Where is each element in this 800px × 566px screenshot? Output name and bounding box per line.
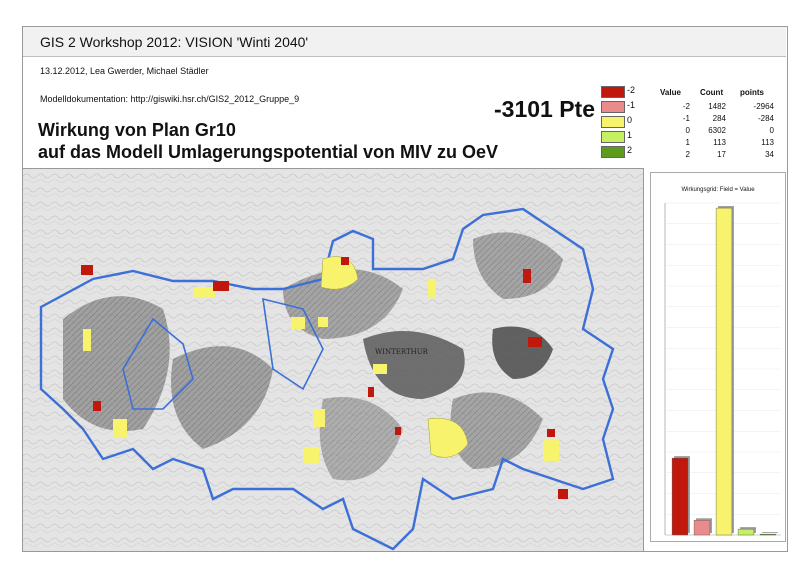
table-cell: 1 (685, 138, 690, 147)
table-cell: -1 (682, 114, 690, 123)
legend-label: -2 (627, 85, 636, 95)
legend-item-1 (601, 131, 641, 143)
bar-1 (738, 529, 754, 535)
bar--1 (694, 520, 710, 535)
legend-label: 2 (627, 145, 633, 155)
table-cell: 1482 (708, 102, 726, 111)
table-cell: 284 (712, 114, 726, 123)
table-cell: -2 (682, 102, 690, 111)
value-minus2-patch (547, 429, 555, 437)
table-header-points: points (740, 88, 764, 97)
value-zero-patch (291, 317, 305, 329)
heading-line2: auf das Modell Umlagerungspotential von MIV zu OeV (38, 142, 499, 162)
authors-line: 13.12.2012, Lea Gwerder, Michael Städler (40, 66, 209, 76)
value-minus2-patch (528, 337, 542, 347)
value-minus2-patch (93, 401, 101, 411)
value-zero-patch (318, 317, 328, 327)
legend-label: 1 (627, 130, 633, 140)
table-header-count: Count (700, 88, 724, 97)
legend-swatch (601, 146, 625, 158)
table-cell: -284 (757, 114, 774, 123)
value-zero-patch (193, 287, 215, 297)
documentation-link[interactable]: Modelldokumentation: http://giswiki.hsr.ch/GIS2_2012_Gruppe_9 (40, 94, 300, 104)
legend-swatch (601, 101, 625, 113)
table-cell: 0 (769, 126, 774, 135)
value-minus2-patch (81, 265, 93, 275)
table-cell: 6302 (708, 126, 726, 135)
value-zero-patch (428, 279, 436, 297)
table-cell: 2 (685, 150, 690, 159)
value-zero-patch (303, 447, 319, 463)
map-place-label: WINTERTHUR (375, 348, 428, 356)
value-minus2-patch (341, 257, 349, 265)
value-minus2-patch (523, 269, 531, 283)
score-value: -3101 Pte (494, 96, 596, 122)
value-zero-patch (113, 419, 127, 437)
histogram-svg (651, 173, 785, 541)
table-header-value: Value (660, 88, 681, 97)
value-zero-patch (83, 329, 91, 351)
value-zero-patch (313, 409, 325, 427)
value-minus2-patch (395, 427, 401, 435)
table-cell: 113 (761, 138, 774, 147)
value-zero-patch (373, 364, 387, 374)
workshop-title: GIS 2 Workshop 2012: VISION 'Winti 2040' (40, 34, 309, 50)
bar-shadow (762, 532, 778, 533)
bar-2 (760, 534, 776, 535)
heading-line1: Wirkung von Plan Gr10 (38, 120, 236, 140)
value-minus2-patch (368, 387, 374, 397)
bar-0 (716, 208, 732, 535)
legend-item-2 (601, 146, 641, 158)
map-panel[interactable] (22, 168, 644, 552)
histogram-panel (650, 172, 786, 542)
bars (672, 206, 778, 535)
map-svg (23, 169, 643, 551)
chart-title: Wirkungsgrid: Field = Value (681, 187, 755, 193)
legend-swatch (601, 131, 625, 143)
legend-item-0 (601, 116, 641, 128)
table-cell: -2964 (753, 102, 774, 111)
table-cell: 113 (713, 138, 726, 147)
bar--2 (672, 458, 688, 535)
legend-item-minus1 (601, 101, 641, 113)
forest-area (63, 296, 170, 431)
value-minus2-patch (213, 281, 229, 291)
legend-label: -1 (627, 100, 636, 110)
legend-label: 0 (627, 115, 633, 125)
value-minus2-patch (558, 489, 568, 499)
table-cell: 0 (685, 126, 690, 135)
legend-swatch (601, 86, 625, 98)
legend-swatch (601, 116, 625, 128)
table-cell: 34 (765, 150, 774, 159)
table-cell: 17 (717, 150, 726, 159)
legend-item-minus2 (601, 86, 641, 98)
value-zero-patch (543, 439, 559, 461)
